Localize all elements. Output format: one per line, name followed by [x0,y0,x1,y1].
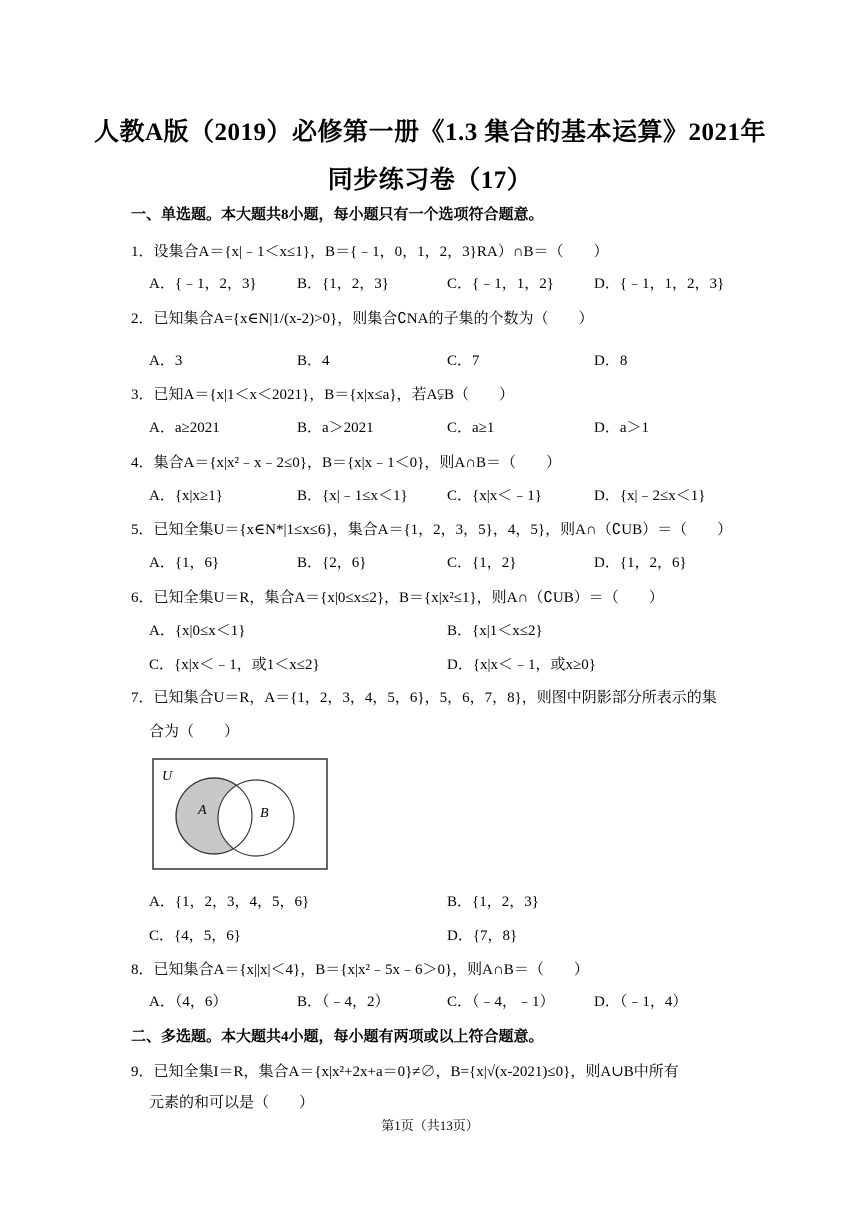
q7-option-d: D．{7，8} [447,928,518,944]
question-6: 6．已知全集U＝R，集合A＝{x|0≤x≤2}，B＝{x|x²≤1}，则A∩（∁UB）＝（ ） [131,590,664,606]
q4-option-a: A．{x|x≥1} [149,488,223,504]
q1-option-b: B．{1，2，3} [297,276,389,292]
q5-option-c: C．{1，2} [447,555,517,571]
question-1: 1．设集合A＝{x|﹣1＜x≤1}，B＝{﹣1，0，1，2，3}RA）∩B＝（ ） [131,244,609,260]
title-line-1: 人教A版（2019）必修第一册《1.3 集合的基本运算》2021年 [93,119,767,146]
q6-option-d: D．{x|x＜﹣1，或x≥0} [447,657,596,673]
q1-option-c: C．{﹣1，1，2} [447,276,554,292]
q6-option-c: C．{x|x＜﹣1，或1＜x≤2} [149,657,320,673]
q2-option-b: B．4 [297,353,330,369]
q5-option-a: A．{1，6} [149,555,220,571]
q7-option-c: C．{4，5，6} [149,928,241,944]
question-5: 5．已知全集U＝{x∈N*|1≤x≤6}，集合A＝{1，2，3，5}，4，5}，则A∩（∁UB）＝（ ） [131,522,733,538]
q3-option-b: B．a＞2021 [297,420,374,436]
q8-option-a: A．（4，6） [149,994,228,1010]
q4-option-b: B．{x|﹣1≤x＜1} [297,488,408,504]
q5-option-b: B．{2，6} [297,555,367,571]
q4-option-c: C．{x|x＜﹣1} [447,488,542,504]
q8-option-b: B．（﹣4，2） [297,994,390,1010]
q5-option-d: D．{1，2，6} [594,555,687,571]
question-8: 8．已知集合A＝{x||x|＜4}，B＝{x|x²﹣5x﹣6＞0}，则A∩B＝（ ） [131,962,589,978]
q2-option-c: C．7 [447,353,480,369]
q3-option-c: C．a≥1 [447,420,495,436]
venn-label-u: U [162,769,173,784]
title-line-2: 同步练习卷（17） [327,167,533,194]
venn-diagram [152,758,328,870]
q1-option-a: A．{﹣1，2，3} [149,276,257,292]
q1-option-d: D．{﹣1，1，2，3} [594,276,725,292]
question-7: 7．已知集合U＝R，A＝{1，2，3，4，5，6}，5，6，7，8}，则图中阴影部分所表示的集 [131,690,717,706]
q7-option-a: A．{1，2，3，4，5，6} [149,894,310,910]
section-heading-multiple-choice: 二、多选题。本大题共4小题，每小题有两项或以上符合题意。 [131,1029,544,1045]
venn-label-a: A [198,803,207,818]
q3-option-a: A．a≥2021 [149,420,220,436]
q2-option-d: D．8 [594,353,628,369]
section-heading-single-choice: 一、单选题。本大题共8小题，每小题只有一个选项符合题意。 [131,207,544,223]
q3-option-d: D．a＞1 [594,420,649,436]
question-9-continued: 元素的和可以是（ ） [149,1095,315,1111]
q6-option-b: B．{x|1＜x≤2} [447,623,543,639]
q4-option-d: D．{x|﹣2≤x＜1} [594,488,706,504]
q8-option-d: D．（﹣1，4） [594,994,688,1010]
page-footer: 第1页（共13页） [381,1118,479,1133]
q7-option-b: B．{1，2，3} [447,894,539,910]
question-2: 2．已知集合A={x∈N|1/(x-2)>0}，则集合∁NA的子集的个数为（ ） [131,311,594,327]
q8-option-c: C．（﹣4，﹣1） [447,994,555,1010]
q6-option-a: A．{x|0≤x＜1} [149,623,246,639]
question-4: 4．集合A＝{x|x²﹣x﹣2≤0}，B＝{x|x﹣1＜0}，则A∩B＝（ ） [131,455,562,471]
venn-label-b: B [260,806,269,821]
question-3: 3．已知A＝{x|1＜x＜2021}，B＝{x|x≤a}，若A⫋B（ ） [131,387,514,403]
q2-option-a: A．3 [149,353,183,369]
venn-circle-b [218,780,294,856]
question-9: 9．已知全集I＝R，集合A＝{x|x²+2x+a＝0}≠∅，B={x|√(x-2021)≤0}，则A∪B中所有 [131,1064,679,1080]
question-7-continued: 合为（ ） [149,724,240,740]
